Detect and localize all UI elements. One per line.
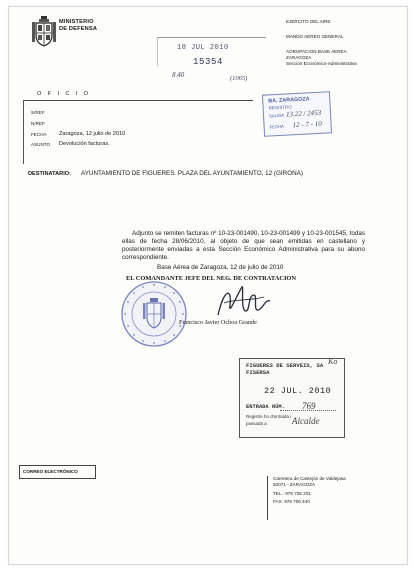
body-paragraph: Adjunto se remiten facturas nº 10-23-001490, 10-23-001499 y 10-23-001545, todas ellas de fecha 28/06/2010, al objeto de que sean emitidas en castellano y posteriormente enviadas a esta Sección Económico Administrativa para su abono correspondiente. <box>122 230 365 261</box>
entry-stamp-number: 15354 <box>193 57 224 67</box>
signatory-name: Francisco Javier Ochoa Grande <box>179 319 257 326</box>
fecha-value: Zaragoza, 12 julio de 2010 <box>59 131 126 137</box>
registry-stamp <box>262 91 332 137</box>
receipt-date: 22 JUL. 2010 <box>264 386 332 396</box>
registry-stamp-hand-number: 13.22 / 2453 <box>285 108 322 119</box>
address-box <box>267 476 367 520</box>
oficio-header <box>37 91 127 98</box>
place-date: Base Aérea de Zaragoza, 12 de julio de 2010 <box>157 264 284 271</box>
registry-stamp-label-2: FECHA <box>269 123 284 130</box>
entry-stamp-hand-code: 8.40 <box>172 71 185 79</box>
org-line-2: MANDO AEREO GENERAL <box>286 34 344 39</box>
org-line-3: AGRUPACION BASE AEREA <box>286 49 347 54</box>
registry-stamp-label-1: SALIDA <box>268 112 285 119</box>
address-line-2: 50071 - ZARAGOZA <box>273 482 316 487</box>
receipt-check-mark: Ko <box>328 357 338 366</box>
registry-stamp-hand-date: 12 - 7 - 10 <box>292 119 322 130</box>
receipt-company: FIGUERES DE SERVEIS, SA <box>246 362 324 369</box>
ministry-name <box>59 19 97 33</box>
address-line-1: Carretera de Castejón de Valdejasa <box>273 476 346 481</box>
ministry-line-1: MINISTERIO <box>59 19 94 25</box>
address-tel: TEL.: 976 708 201 <box>273 491 311 496</box>
oficio-side-rule <box>23 100 24 164</box>
entry-stamp-hand-number: (1065) <box>230 75 248 82</box>
asunto-value: Devolución facturas. <box>59 141 110 147</box>
label-fecha: FECHA <box>31 132 47 137</box>
receipt-entrada-number: 769 <box>302 401 316 411</box>
document-page <box>8 6 408 565</box>
email-label: CORREO ELECTRÓNICO <box>23 469 78 474</box>
receipt-registre-label: Registre ho d'entrada i <box>246 414 292 419</box>
receipt-company-short: FISERSA <box>246 369 270 376</box>
address-fax: FAX: 976 700 440 <box>273 499 310 504</box>
email-box <box>19 465 96 479</box>
organization-header <box>286 19 401 67</box>
oficio-title: O F I C I O <box>37 91 91 97</box>
entry-stamp-date: 18 JUL 2010 <box>177 44 229 52</box>
official-seal <box>119 279 189 349</box>
label-s-ref: S/REF <box>31 110 45 115</box>
receipt-entrada-line <box>280 410 336 411</box>
receipt-passat-label: passada a <box>246 421 267 426</box>
label-n-ref: N/REF <box>31 121 45 126</box>
oficio-rule <box>23 100 253 101</box>
signature <box>214 281 274 323</box>
org-line-1: EJERCITO DEL AIRE <box>286 19 331 24</box>
receipt-stamp <box>239 358 345 438</box>
receipt-hand-initials: Alcalde <box>292 416 320 426</box>
registry-stamp-title: BA. ZARAGOZA <box>268 96 310 105</box>
ministry-line-2: DE DEFENSA <box>59 26 98 32</box>
org-line-5: Sección Económico-Administrativa <box>286 61 357 66</box>
label-destinatario-visible: DESTINATARIO: <box>28 171 71 177</box>
entry-stamp <box>157 37 265 82</box>
signatory-title: EL COMANDANTE JEFE DEL NEG. DE CONTRATACION <box>126 275 297 282</box>
destinatario-value: AYUNTAMIENTO DE FIGUERES. PLAZA DEL AYUNTAMIENTO, 12 (GIRONA) <box>81 170 303 177</box>
coat-of-arms-logo <box>31 15 57 47</box>
org-line-4: ZARAGOZA <box>286 55 312 60</box>
label-asunto: ASUNTO <box>31 142 51 147</box>
receipt-entrada-label: ENTRADA NÚM. <box>246 404 285 410</box>
registry-stamp-subtitle: REGISTRO <box>268 104 292 111</box>
